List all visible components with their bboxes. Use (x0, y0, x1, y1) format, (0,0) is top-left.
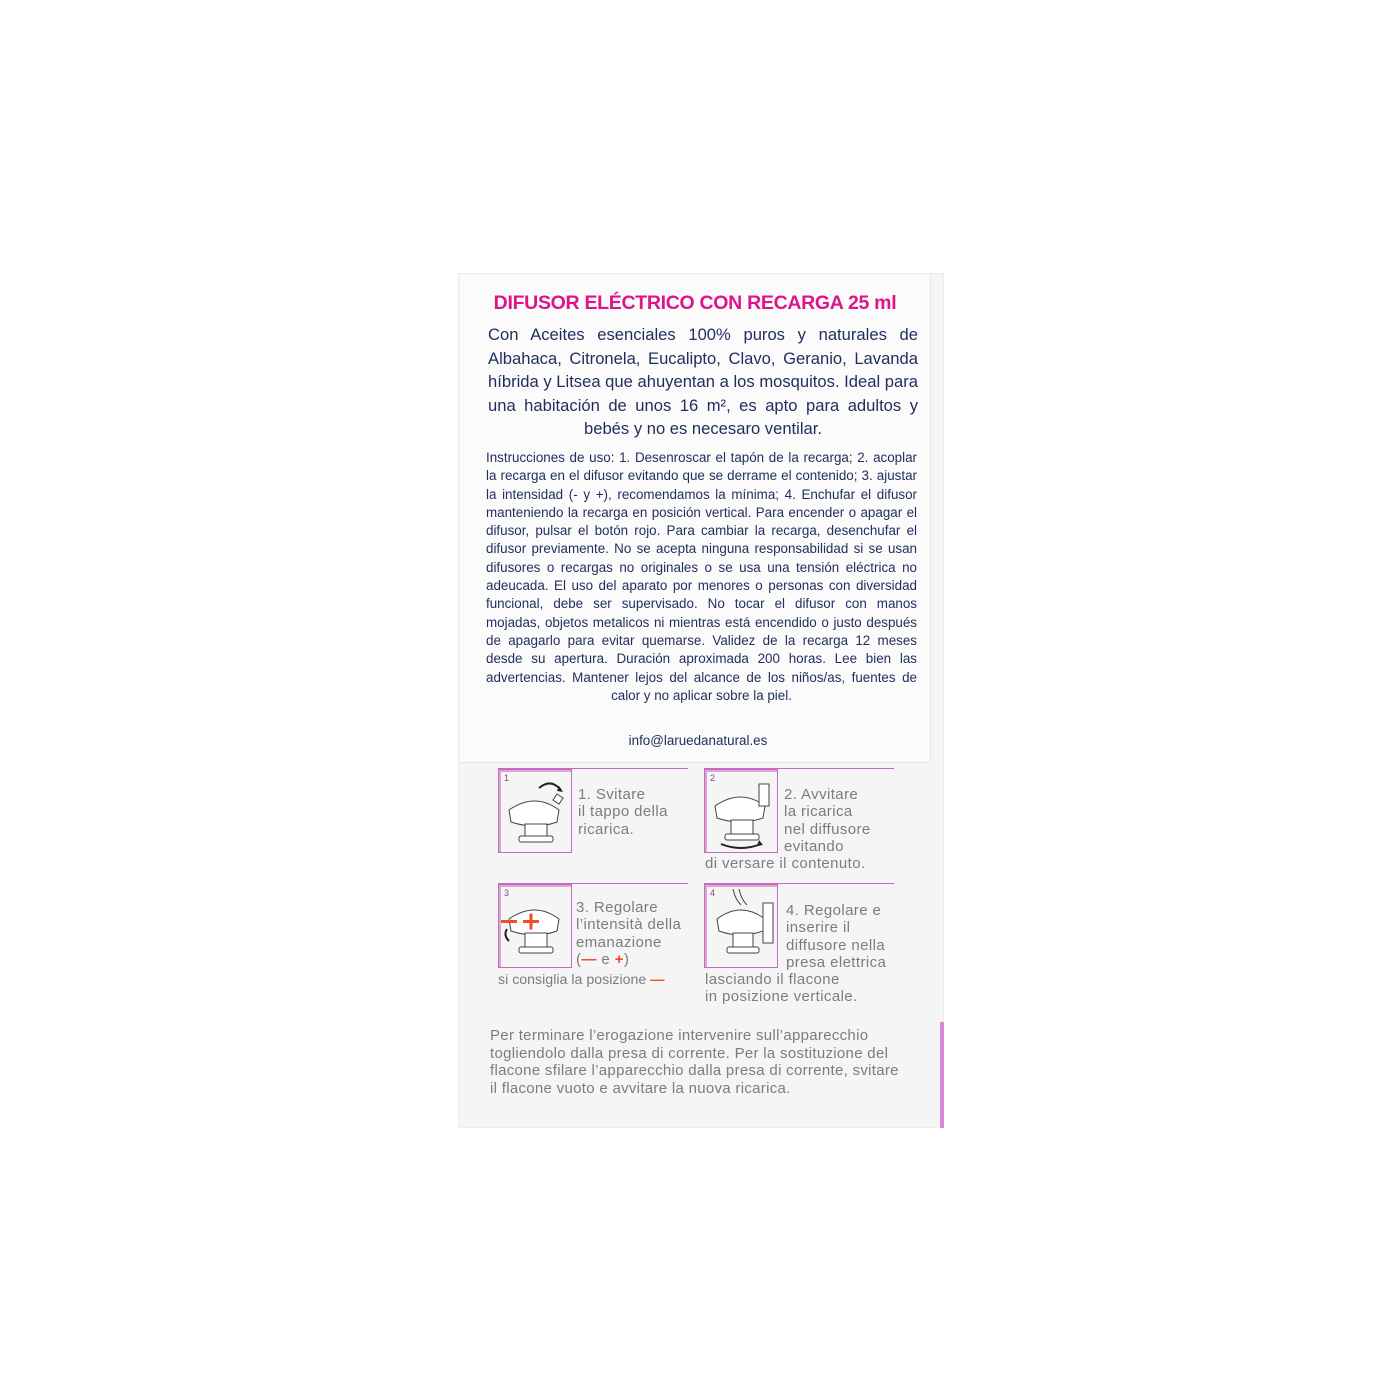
step-number: 2 (710, 773, 716, 783)
step-number: 4 (710, 888, 716, 898)
paren-open: ( (576, 951, 582, 968)
unscrew-cap-illustration (498, 769, 572, 853)
plus-sign: + (614, 951, 624, 968)
screw-refill-illustration (704, 769, 778, 853)
plug-in-illustration (704, 884, 778, 968)
replacement-instructions: Per terminare l’erogazione intervenire sull’apparecchio togliendolo dalla presa di corrente. Per la sostituzione del flacone sfilare l’apparecchio dalla presa di corrente, svitare il flacone vuoto e avvitare la nuova ricarica. (490, 1027, 899, 1097)
step-number: 3 (504, 888, 510, 898)
adjust-intensity-illustration (498, 884, 572, 968)
paren-close: ) (623, 951, 630, 968)
step-2-tail: di versare il contenuto. (705, 855, 866, 872)
step-4-text: 4. Regolare e inserire il diffusore nella presa elettrica (786, 902, 887, 972)
step-1-text: 1. Svitare il tappo della ricarica. (578, 786, 668, 838)
usage-instructions: Instrucciones de uso: 1. Desenroscar el tapón de la recarga; 2. acoplar la recarga en el difusor evitando que se derrame el contenido; 3. ajustar la intensidad (- y +), recomendamos la mínima; 4. Enchufar el difusor manteniendo la recarga en posición vertical. Para encender o apagar el difusor, pulsar el botón rojo. Para cambiar la recarga, desenchufar el difusor previamente. No se acepta ninguna responsabilidad si se usan difusores o recargas no originales o se usa una tensión eléctrica no adeucada. El uso del aparato por menores o personas con diversidad funcional, debe ser supervisado. No tocar el difusor con manos mojadas, objetos metalicos ni mientras está encendido o justo después de apagarlo para evitar quemarse. Validez de la recarga 12 meses desde su apertura. Duración aproximada 200 horas. Lee bien las advertencias. Mantener lejos del alcance de los niños/as, fuentes de calor y no aplicar sobre la piel. (486, 450, 917, 703)
step-3-text: 3. Regolare l’intensità della emanazione (576, 899, 682, 951)
product-title: DIFUSOR ELÉCTRICO CON RECARGA 25 ml (493, 292, 897, 314)
minus-sign: — (581, 951, 597, 968)
contact-email: info@laruedanatural.es (628, 733, 768, 748)
recommended-position-text: si consiglia la posizione (498, 972, 647, 988)
step-3-tail (498, 972, 664, 989)
step-4-tail: lasciando il flacone in posizione verticale. (705, 971, 858, 1006)
minus-sign: — (650, 972, 665, 988)
step-2-text: 2. Avvitare la ricarica nel diffusore evitando (784, 786, 871, 856)
product-description: Con Aceites esenciales 100% puros y naturales de Albahaca, Citronela, Eucalipto, Clavo, Geranio, Lavanda híbrida y Litsea que ahuyentan a los mosquitos. Ideal para una habitación de unos 16 m², es apto para adultos y bebés y no es necesaro ventilar. (488, 325, 918, 439)
step-3-signs (576, 951, 629, 968)
step-number: 1 (504, 773, 510, 783)
accent-bar (940, 1022, 944, 1128)
sign-and: e (596, 951, 615, 968)
